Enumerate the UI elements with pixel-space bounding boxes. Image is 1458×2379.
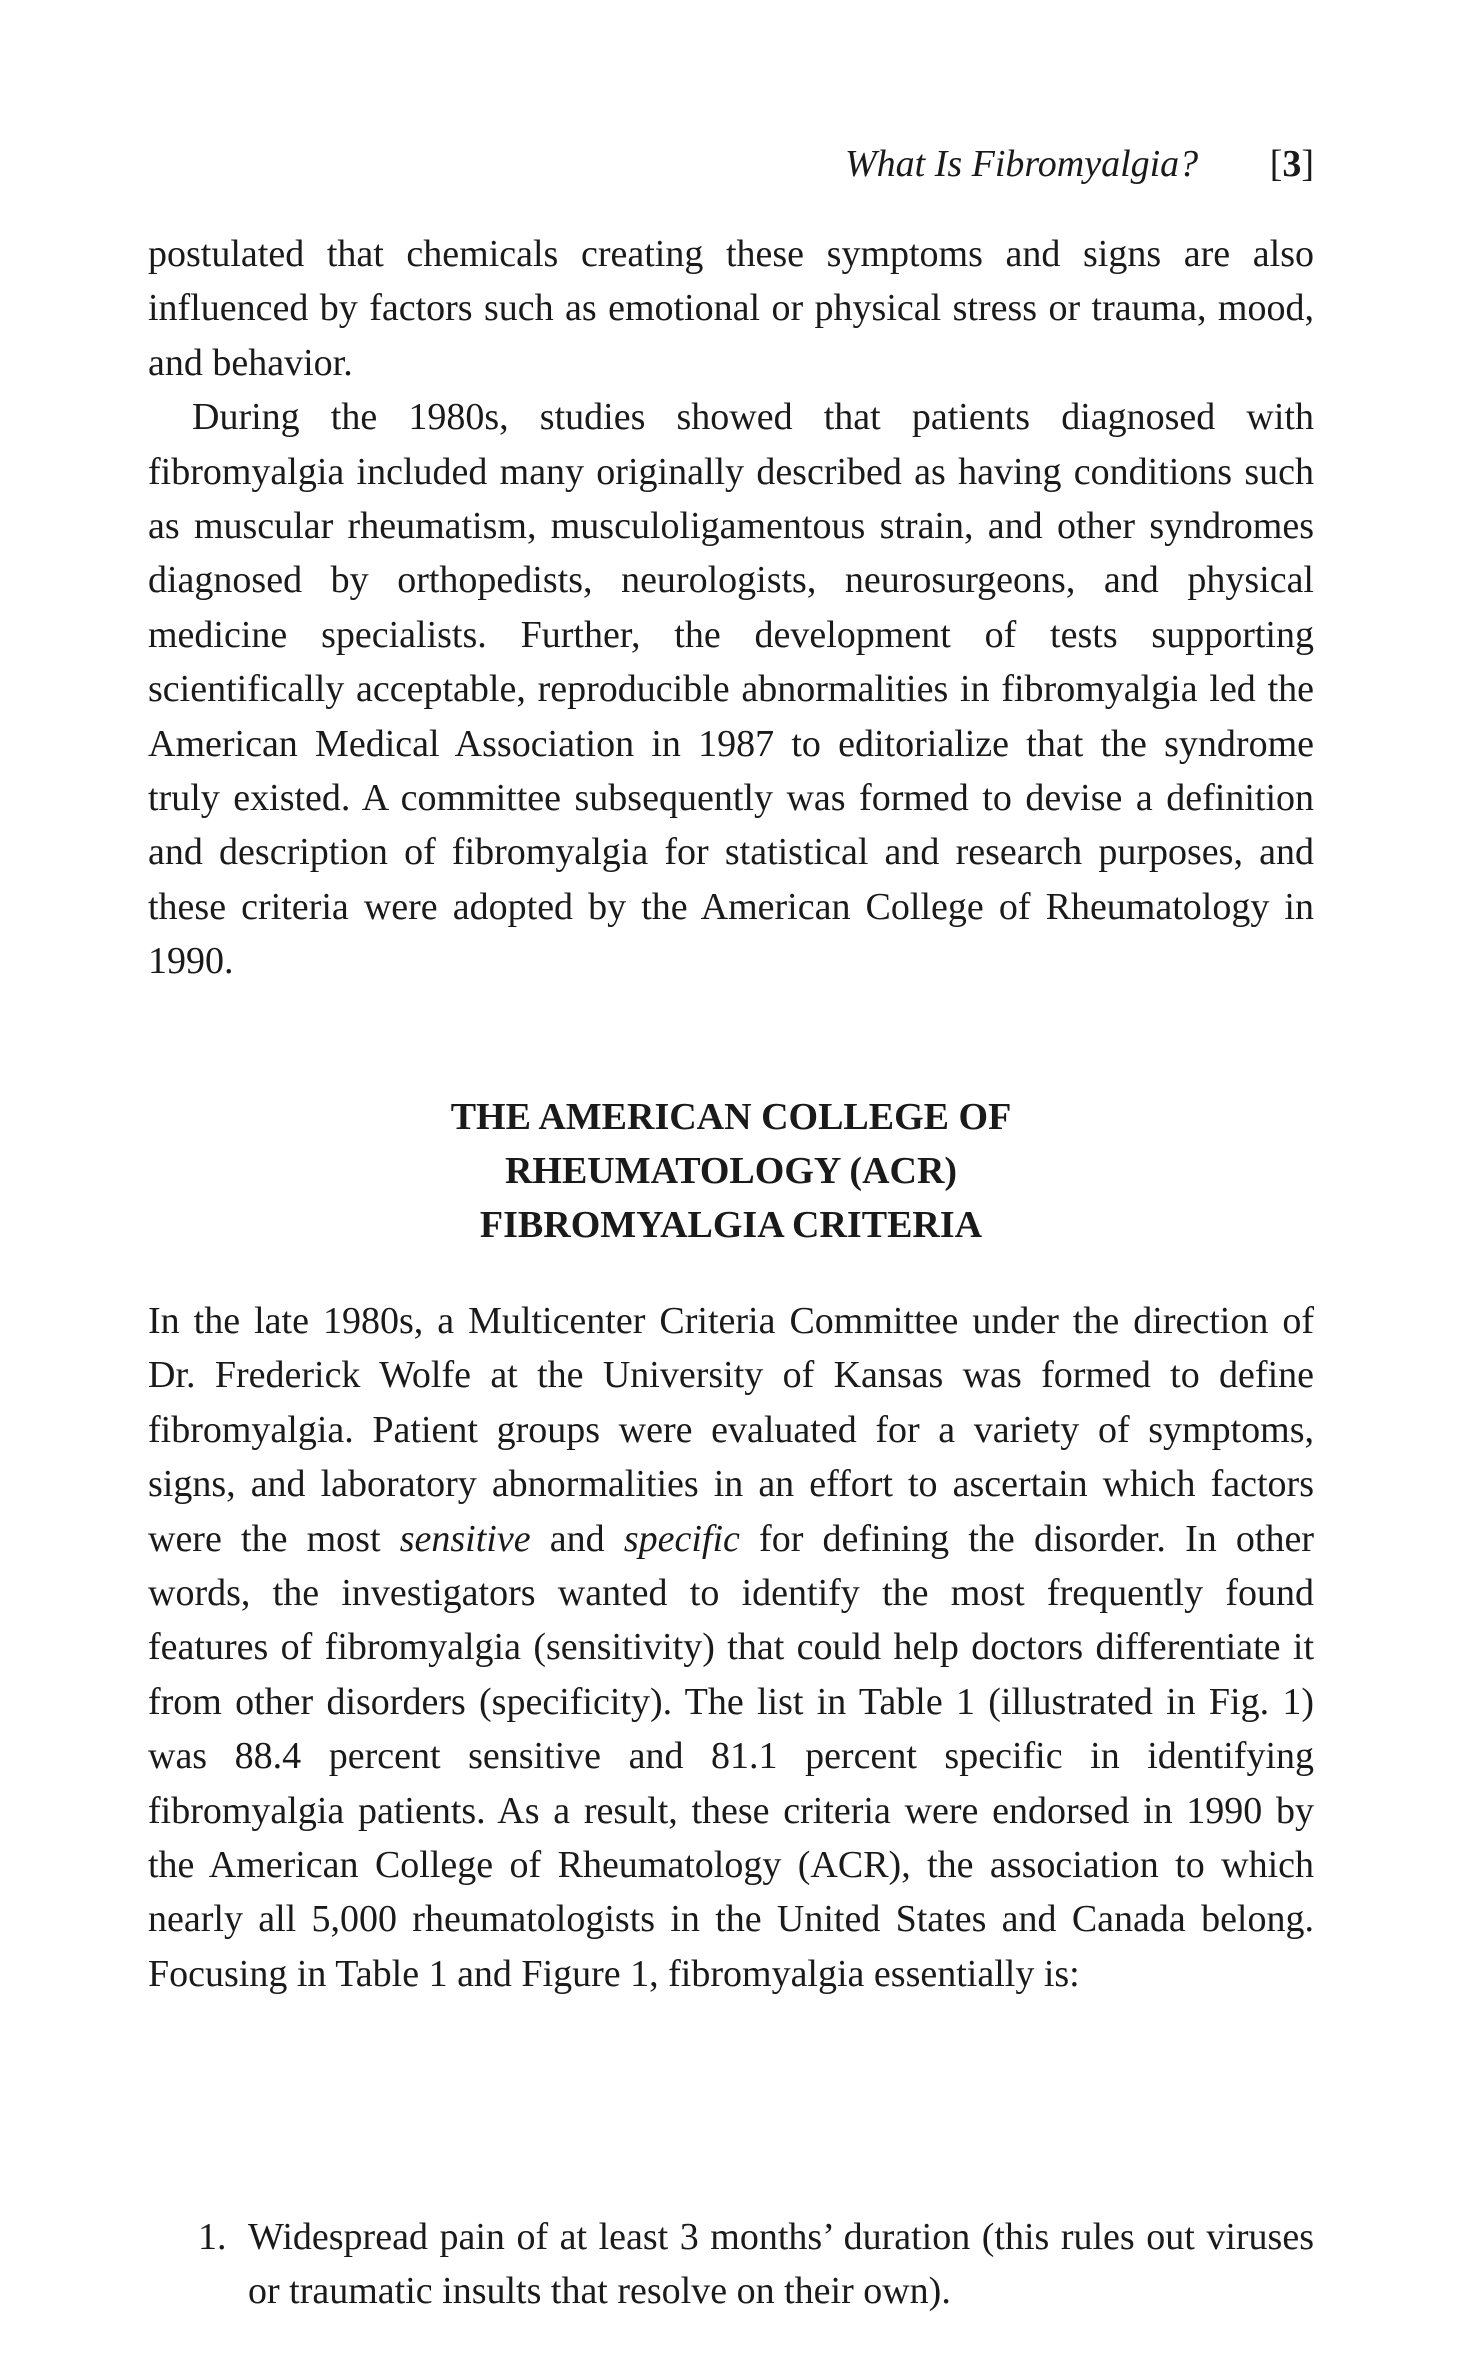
intro-text (148, 227, 1314, 989)
section-heading-line-3: FIBROMYALGIA CRITERIA (479, 1204, 983, 1246)
running-head (845, 142, 1314, 186)
criteria-list (148, 2210, 1314, 2319)
emphasis-specific: specific (623, 1517, 740, 1560)
emphasis-sensitive: sensitive (399, 1517, 531, 1560)
list-item (148, 2210, 1314, 2319)
section-heading-line-1: THE AMERICAN COLLEGE OF (450, 1096, 1012, 1138)
list-item-text: Widespread pain of at least 3 months’ duration (this rules out viruses or traumatic insults that resolve on their own). (248, 2216, 1314, 2313)
running-head-title: What Is Fibromyalgia? (844, 143, 1199, 185)
list-marker: 1. (198, 2216, 227, 2258)
section-heading (148, 1090, 1314, 1252)
page-number: [3] (1269, 143, 1314, 185)
section-body (148, 1294, 1314, 2001)
paragraph-1980s: During the 1980s, studies showed that patients diagnosed with fibromyalgia included many originally described as having conditions such as muscular rheumatism, musculoligamentous strain, and other syndromes diagnosed by orthopedists, neurologists, neurosurgeons, and physical medicine specialists. Further, the development of tests supporting scientifically acceptable, reproducible abnormalities in fibromyalgia led the American Medical Association in 1987 to editorialize that the syndrome truly existed. A committee subsequently was formed to devise a definition and description of fibromyalgia for statistical and research purposes, and these criteria were adopted by the American College of Rheumatology in 1990. (148, 396, 1314, 983)
section-paragraph: In the late 1980s, a Multicenter Criteria Committee under the direction of Dr. Frederick Wolfe at the University of Kansas was formed to define fibromyalgia. Patient groups were evaluated for a variety of symptoms, signs, and laboratory abnormalities in an effort to ascertain which factors were the most sensitive and specific for defining the disorder. In other words, the investigators wanted to identify the most frequently found features of fibromyalgia (sensitivity) that could help doctors differentiate it from other disorders (specificity). The list in Table 1 (illustrated in Fig. 1) was 88.4 percent sensitive and 81.1 percent specific in identifying fibromyalgia patients. As a result, these criteria were endorsed in 1990 by the American College of Rheumatology (ACR), the association to which nearly all 5,000 rheumatologists in the United States and Canada belong. Focusing in Table 1 and Figure 1, fibromyalgia essentially is: (148, 1300, 1314, 1995)
continuation-paragraph: postulated that chemicals creating these symptoms and signs are also influenced by factors such as emotional or physical stress or trauma, mood, and behavior. (148, 233, 1314, 384)
section-heading-line-2: RHEUMATOLOGY (ACR) (504, 1150, 958, 1192)
